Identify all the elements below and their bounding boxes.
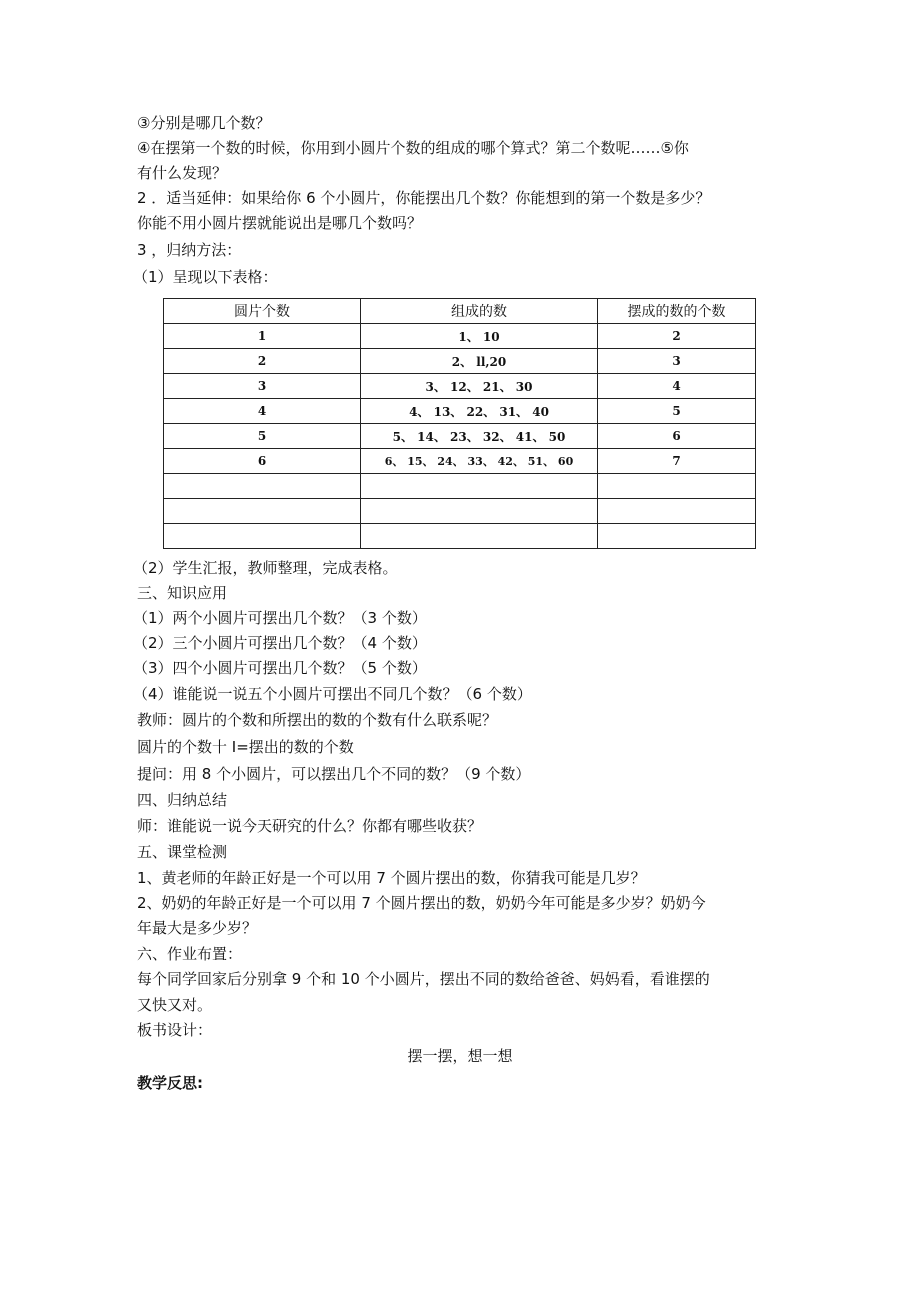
section-heading: 五、课堂检测	[137, 843, 228, 861]
table-cell: 6	[164, 449, 361, 474]
text-line: 又快又对。	[137, 996, 213, 1014]
table-cell	[598, 499, 756, 524]
table-header-cell: 组成的数	[361, 299, 598, 324]
text-line: （2）学生汇报，教师整理，完成表格。	[133, 559, 398, 577]
board-title: 摆一摆，想一想	[407, 1047, 513, 1065]
table-cell	[164, 524, 361, 549]
table-cell: 3	[598, 349, 756, 374]
table-row-empty	[164, 524, 756, 549]
table-cell: 6	[598, 424, 756, 449]
table-row	[164, 374, 756, 399]
table-row	[164, 449, 756, 474]
text-line: 2 ．适当延伸：如果给你 6 个小圆片，你能摆出几个数？你能想到的第一个数是多少？	[137, 189, 711, 207]
text-line: 教师：圆片的个数和所摆出的数的个数有什么联系呢？	[137, 711, 498, 729]
text-line: （1）呈现以下表格：	[133, 268, 278, 286]
composition-table	[163, 298, 756, 549]
table-row	[164, 349, 756, 374]
table-cell: 4	[598, 374, 756, 399]
table-cell: 5	[164, 424, 361, 449]
table-cell: 5	[598, 399, 756, 424]
text-line: ③分别是哪几个数？	[137, 114, 271, 132]
reflection-heading: 教学反思:	[137, 1074, 203, 1092]
text-line: 师：谁能说一说今天研究的什么？你都有哪些收获？	[137, 817, 483, 835]
table-row	[164, 399, 756, 424]
text-line: 每个同学回家后分别拿 9 个和 10 个小圆片，摆出不同的数给爸爸、妈妈看，看谁摆的	[137, 970, 710, 988]
section-heading: 六、作业布置：	[137, 945, 243, 963]
text-line: （1）两个小圆片可摆出几个数？（3 个数）	[133, 609, 427, 627]
text-line: 1、黄老师的年龄正好是一个可以用 7 个圆片摆出的数，你猜我可能是几岁？	[137, 869, 646, 887]
text-line: 板书设计：	[137, 1021, 213, 1039]
table-cell: 1、 10	[361, 324, 598, 349]
text-line: 年最大是多少岁？	[137, 919, 258, 937]
table-cell: 6、 15、 24、 33、 42、 51、 60	[361, 449, 598, 474]
table-header-cell: 圆片个数	[164, 299, 361, 324]
table-cell: 1	[164, 324, 361, 349]
table-cell: 4、 13、 22、 31、 40	[361, 399, 598, 424]
table-cell: 4	[164, 399, 361, 424]
table-cell	[598, 524, 756, 549]
table-cell	[361, 474, 598, 499]
section-heading: 四、归纳总结	[137, 791, 228, 809]
table-cell: 2、 ll,20	[361, 349, 598, 374]
table-row	[164, 424, 756, 449]
table-row-empty	[164, 499, 756, 524]
text-line: 3 ，归纳方法：	[137, 241, 242, 259]
table-cell: 3	[164, 374, 361, 399]
table-cell	[361, 499, 598, 524]
table-cell	[598, 474, 756, 499]
text-line: （2）三个小圆片可摆出几个数？（4 个数）	[133, 634, 427, 652]
table-cell	[164, 499, 361, 524]
table-cell	[164, 474, 361, 499]
text-line: （4）谁能说一说五个小圆片可摆出不同几个数？（6 个数）	[133, 685, 532, 703]
table-cell	[361, 524, 598, 549]
text-line: ④在摆第一个数的时候，你用到小圆片个数的组成的哪个算式？第二个数呢……⑤你	[137, 139, 689, 157]
text-line: （3）四个小圆片可摆出几个数？（5 个数）	[133, 659, 427, 677]
text-line: 圆片的个数十 I=摆出的数的个数	[137, 738, 354, 756]
table-cell: 2	[598, 324, 756, 349]
text-line: 有什么发现？	[137, 164, 228, 182]
table-cell: 7	[598, 449, 756, 474]
text-line: 你能不用小圆片摆就能说出是哪几个数吗？	[137, 214, 423, 232]
table-header-row	[164, 299, 756, 324]
text-line: 2、奶奶的年龄正好是一个可以用 7 个圆片摆出的数，奶奶今年可能是多少岁？奶奶今	[137, 894, 706, 912]
table-header-cell: 摆成的数的个数	[598, 299, 756, 324]
text-line: 提问：用 8 个小圆片，可以摆出几个不同的数？（9 个数）	[137, 765, 531, 783]
table-cell: 2	[164, 349, 361, 374]
table-cell: 3、 12、 21、 30	[361, 374, 598, 399]
table-row-empty	[164, 474, 756, 499]
table-cell: 5、 14、 23、 32、 41、 50	[361, 424, 598, 449]
table-row	[164, 324, 756, 349]
section-heading: 三、知识应用	[137, 584, 228, 602]
